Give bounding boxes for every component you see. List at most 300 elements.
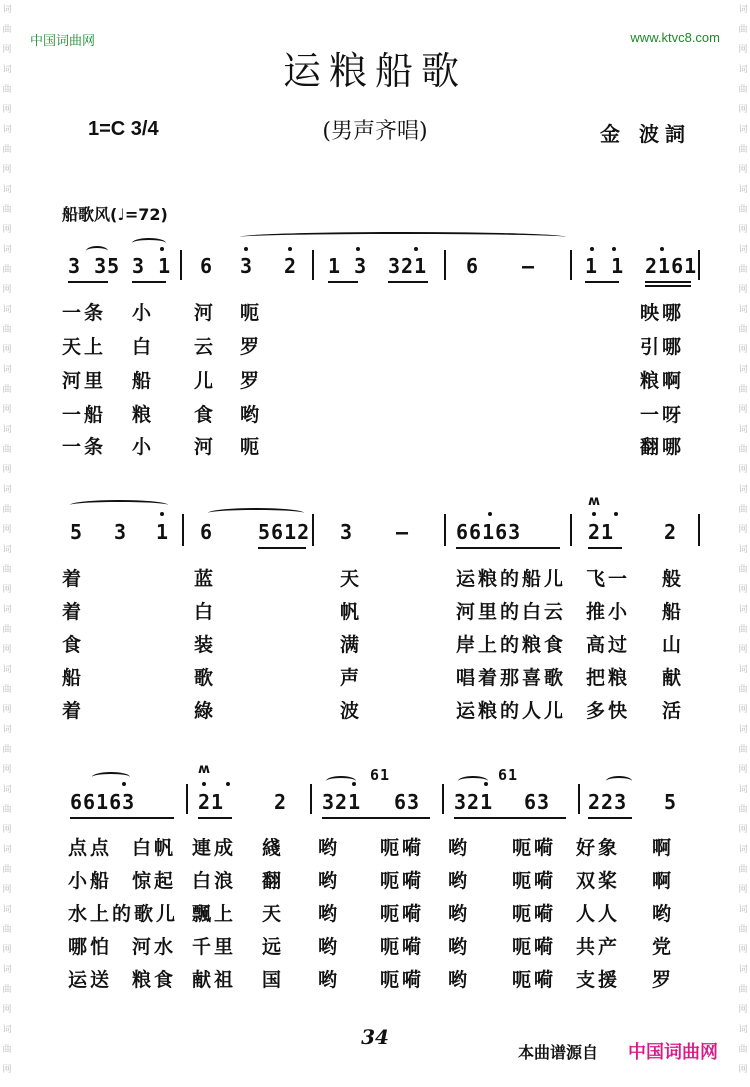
beam-underline — [456, 547, 560, 549]
notation-group: 6 — [466, 254, 480, 278]
notation-group: 223 — [588, 790, 628, 814]
beam-underline — [198, 817, 232, 819]
lyric-syllable: 船 — [62, 667, 85, 689]
watermark-glyph: 词 — [738, 845, 748, 855]
watermark-glyph: 网 — [2, 945, 12, 955]
beam-underline — [645, 281, 691, 283]
watermark-glyph: 词 — [2, 785, 12, 795]
watermark-glyph: 曲 — [2, 85, 12, 95]
watermark-glyph: 曲 — [738, 325, 748, 335]
lyric-syllable: 船 — [132, 370, 155, 392]
watermark-glyph: 曲 — [2, 805, 12, 815]
lyric-line — [62, 564, 684, 591]
notation-group: 3 — [114, 520, 128, 544]
watermark-glyph: 词 — [2, 485, 12, 495]
watermark-glyph: 词 — [2, 665, 12, 675]
watermark-glyph: 词 — [2, 5, 12, 15]
notation-group: 321 — [388, 254, 428, 278]
octave-dot — [356, 247, 360, 251]
watermark-glyph: 曲 — [738, 85, 748, 95]
watermark-glyph: 网 — [738, 105, 748, 115]
octave-dot — [590, 247, 594, 251]
watermark-glyph: 网 — [738, 165, 748, 175]
lyric-syllable: 党 — [652, 936, 675, 958]
watermark-glyph: 网 — [2, 345, 12, 355]
lyric-syllable: 把粮 — [586, 667, 631, 689]
notation-group: 21 — [588, 520, 615, 544]
beam-underline — [258, 547, 306, 549]
octave-dot — [414, 247, 418, 251]
lyric-syllable: 一条 — [62, 436, 107, 458]
watermark-glyph: 词 — [738, 65, 748, 75]
beam-underline — [70, 817, 174, 819]
notation-group: 63 — [394, 790, 421, 814]
octave-dot — [288, 247, 292, 251]
notation-group: 1 — [156, 520, 170, 544]
watermark-glyph: 词 — [738, 185, 748, 195]
watermark-glyph: 网 — [2, 465, 12, 475]
lyric-syllable: 岸上的粮食 — [456, 634, 567, 656]
bar-line — [698, 514, 700, 546]
lyric-syllable: 儿 — [194, 370, 217, 392]
lyric-syllable: 白 — [132, 336, 155, 358]
watermark-glyph: 词 — [738, 905, 748, 915]
notation-group: 2 — [284, 254, 298, 278]
slur — [240, 232, 566, 242]
lyric-syllable: 满 — [340, 634, 363, 656]
watermark-glyph: 网 — [738, 765, 748, 775]
lyric-syllable: 运粮的人儿 — [456, 700, 567, 722]
lyric-syllable: 哟 — [448, 837, 471, 859]
trill-mark-icon: ʍ — [198, 762, 211, 777]
lyric-line — [68, 932, 674, 959]
watermark-glyph: 网 — [738, 705, 748, 715]
notation-group: — — [522, 254, 536, 278]
lyric-syllable: 声 — [340, 667, 363, 689]
lyric-syllable: 呃嗬 — [380, 870, 425, 892]
lyric-line — [62, 597, 684, 624]
lyric-syllable: 河 — [194, 302, 217, 324]
watermark-glyph: 曲 — [2, 265, 12, 275]
lyric-line — [68, 866, 674, 893]
watermark-glyph: 网 — [2, 45, 12, 55]
lyric-syllable: 山 — [662, 634, 685, 656]
lyric-syllable: 支援 — [576, 969, 621, 991]
site-name-watermark: 中国词曲网 — [30, 34, 96, 49]
lyric-syllable: 一条 — [62, 302, 107, 324]
octave-dot — [122, 782, 126, 786]
lyric-syllable: 翻哪 — [640, 436, 685, 458]
watermark-glyph: 曲 — [738, 145, 748, 155]
watermark-glyph: 曲 — [2, 1045, 12, 1055]
watermark-glyph: 网 — [738, 45, 748, 55]
slur — [208, 508, 304, 518]
octave-dot — [484, 782, 488, 786]
trill-mark-icon: ʍ — [588, 494, 601, 509]
lyric-syllable: 呃嗬 — [380, 903, 425, 925]
watermark-glyph: 词 — [2, 725, 12, 735]
bar-line — [310, 784, 312, 814]
notation-group: 321 — [322, 790, 362, 814]
watermark-glyph: 词 — [738, 785, 748, 795]
watermark-glyph: 网 — [2, 765, 12, 775]
lyric-syllable: 一船 — [62, 404, 107, 426]
right-watermark-strip — [736, 0, 750, 1087]
lyric-syllable: 云 — [194, 336, 217, 358]
watermark-glyph: 词 — [738, 1025, 748, 1035]
watermark-glyph: 曲 — [2, 625, 12, 635]
watermark-glyph: 网 — [738, 1065, 748, 1075]
watermark-glyph: 词 — [2, 305, 12, 315]
watermark-glyph: 词 — [2, 245, 12, 255]
watermark-glyph: 曲 — [738, 25, 748, 35]
lyric-syllable: 呃嗬 — [512, 903, 557, 925]
bar-line — [312, 514, 314, 546]
bar-line — [578, 784, 580, 814]
tempo-marking: 船歌风(♩=72) — [62, 205, 168, 224]
watermark-glyph: 曲 — [738, 745, 748, 755]
watermark-glyph: 曲 — [2, 325, 12, 335]
beam-underline — [322, 817, 430, 819]
watermark-glyph: 曲 — [2, 385, 12, 395]
lyric-syllable: 哟 — [448, 969, 471, 991]
watermark-glyph: 网 — [738, 945, 748, 955]
lyric-syllable: 呃 — [240, 436, 263, 458]
notation-group: 5612 — [258, 520, 311, 544]
lyric-syllable: 哟 — [240, 404, 263, 426]
lyric-syllable: 多快 — [586, 700, 631, 722]
source-site-link[interactable]: 中国词曲网 — [628, 1042, 718, 1063]
notation-group: — — [396, 520, 410, 544]
lyric-line — [62, 366, 684, 393]
lyric-syllable: 白 — [194, 601, 217, 623]
watermark-glyph: 词 — [738, 665, 748, 675]
lyric-line — [62, 432, 684, 459]
watermark-glyph: 曲 — [738, 505, 748, 515]
bar-line — [186, 784, 188, 814]
lyric-line — [68, 899, 674, 926]
bar-line — [312, 250, 314, 280]
watermark-glyph: 词 — [738, 305, 748, 315]
lyric-syllable: 小 — [132, 302, 155, 324]
octave-dot — [352, 782, 356, 786]
lyric-syllable: 綠 — [194, 700, 217, 722]
lyric-syllable: 运粮的船儿 — [456, 568, 567, 590]
page-number: 34 — [361, 1025, 389, 1049]
lyric-line — [62, 663, 684, 690]
lyric-syllable: 連成 — [192, 837, 237, 859]
watermark-glyph: 词 — [2, 845, 12, 855]
watermark-glyph: 词 — [738, 5, 748, 15]
watermark-glyph: 词 — [2, 905, 12, 915]
notation-group: 6 — [200, 254, 214, 278]
watermark-glyph: 网 — [2, 645, 12, 655]
left-watermark-strip — [0, 0, 14, 1087]
lyric-syllable: 粮 — [132, 404, 155, 426]
grace-notes: 61 — [370, 766, 391, 784]
watermark-glyph: 网 — [738, 225, 748, 235]
watermark-glyph: 词 — [738, 425, 748, 435]
watermark-glyph: 曲 — [2, 25, 12, 35]
watermark-glyph: 词 — [738, 245, 748, 255]
bar-line — [444, 250, 446, 280]
lyric-line — [68, 833, 674, 860]
watermark-glyph: 词 — [2, 545, 12, 555]
lyric-syllable: 歌 — [194, 667, 217, 689]
lyric-syllable: 水上的歌儿 — [68, 903, 179, 925]
song-title: 运粮船歌 — [282, 49, 467, 93]
lyric-line — [68, 965, 674, 992]
lyric-syllable: 呃嗬 — [380, 969, 425, 991]
lyric-syllable: 惊起 — [132, 870, 177, 892]
lyric-line — [62, 400, 684, 427]
lyric-syllable: 哟 — [318, 870, 341, 892]
lyric-syllable: 翻 — [262, 870, 285, 892]
watermark-glyph: 词 — [2, 605, 12, 615]
lyric-syllable: 呃嗬 — [380, 936, 425, 958]
watermark-glyph: 网 — [2, 405, 12, 415]
bar-line — [442, 784, 444, 814]
watermark-glyph: 曲 — [2, 565, 12, 575]
octave-dot — [614, 512, 618, 516]
lyric-syllable: 共产 — [576, 936, 621, 958]
notation-group: 2161 — [645, 254, 698, 278]
lyric-syllable: 呃 — [240, 302, 263, 324]
watermark-glyph: 曲 — [2, 445, 12, 455]
notation-group: 3 — [240, 254, 254, 278]
lyric-syllable: 唱着那喜歌 — [456, 667, 567, 689]
watermark-glyph: 网 — [2, 105, 12, 115]
octave-dot — [612, 247, 616, 251]
lyric-syllable: 点点 — [68, 837, 113, 859]
lyric-syllable: 呃嗬 — [380, 837, 425, 859]
notation-group: 66163 — [70, 790, 136, 814]
watermark-glyph: 词 — [2, 185, 12, 195]
notation-group: 63 — [524, 790, 551, 814]
lyric-syllable: 飄上 — [192, 903, 237, 925]
lyric-syllable: 好象 — [576, 837, 621, 859]
lyric-syllable: 哟 — [318, 969, 341, 991]
slur — [70, 500, 168, 510]
watermark-glyph: 网 — [738, 345, 748, 355]
lyric-syllable: 哟 — [652, 903, 675, 925]
lyric-syllable: 呃嗬 — [512, 837, 557, 859]
lyric-syllable: 罗 — [240, 370, 263, 392]
lyric-syllable: 天上 — [62, 336, 107, 358]
watermark-glyph: 网 — [2, 165, 12, 175]
lyric-syllable: 双桨 — [576, 870, 621, 892]
lyric-syllable: 哟 — [318, 936, 341, 958]
watermark-glyph: 曲 — [2, 145, 12, 155]
lyric-syllable: 哟 — [448, 936, 471, 958]
watermark-glyph: 词 — [738, 545, 748, 555]
lyric-syllable: 罗 — [652, 969, 675, 991]
watermark-glyph: 网 — [738, 285, 748, 295]
watermark-glyph: 曲 — [738, 265, 748, 275]
lyric-syllable: 粮食 — [132, 969, 177, 991]
lyric-syllable: 引哪 — [640, 336, 685, 358]
lyric-syllable: 食 — [194, 404, 217, 426]
lyric-syllable: 献祖 — [192, 969, 237, 991]
lyric-syllable: 哪怕 — [68, 936, 113, 958]
watermark-glyph: 曲 — [738, 865, 748, 875]
watermark-glyph: 曲 — [738, 565, 748, 575]
watermark-glyph: 词 — [2, 965, 12, 975]
lyric-syllable: 飞一 — [586, 568, 631, 590]
watermark-glyph: 网 — [738, 1005, 748, 1015]
watermark-glyph: 词 — [2, 125, 12, 135]
notation-group: 66163 — [456, 520, 522, 544]
notation-group: 1 1 — [585, 254, 625, 278]
watermark-glyph: 曲 — [2, 205, 12, 215]
watermark-glyph: 网 — [738, 825, 748, 835]
notation-group: 5 — [664, 790, 678, 814]
notation-group: 2 — [274, 790, 288, 814]
beam-underline — [645, 285, 691, 287]
bar-line — [444, 514, 446, 546]
lyricist-credit: 金 波詞 — [600, 122, 691, 146]
octave-dot — [660, 247, 664, 251]
lyric-syllable: 河 — [194, 436, 217, 458]
watermark-glyph: 曲 — [738, 925, 748, 935]
watermark-glyph: 曲 — [738, 1045, 748, 1055]
lyric-syllable: 般 — [662, 568, 685, 590]
notation-group: 21 — [198, 790, 225, 814]
watermark-glyph: 曲 — [738, 385, 748, 395]
watermark-glyph: 曲 — [738, 445, 748, 455]
beam-underline — [68, 281, 108, 283]
watermark-glyph: 曲 — [738, 205, 748, 215]
key-signature: 1=C 3/4 — [88, 118, 159, 140]
watermark-glyph: 词 — [738, 125, 748, 135]
watermark-glyph: 词 — [738, 605, 748, 615]
beam-underline — [454, 817, 566, 819]
lyric-syllable: 着 — [62, 568, 85, 590]
bar-line — [570, 250, 572, 280]
watermark-glyph: 词 — [2, 365, 12, 375]
octave-dot — [160, 247, 164, 251]
lyric-syllable: 呃嗬 — [512, 870, 557, 892]
site-url-watermark: www.ktvc8.com — [630, 30, 720, 45]
beam-underline — [588, 547, 622, 549]
lyric-syllable: 啊 — [652, 870, 675, 892]
bar-line — [182, 514, 184, 546]
watermark-glyph: 网 — [2, 705, 12, 715]
lyric-syllable: 装 — [194, 634, 217, 656]
watermark-glyph: 网 — [2, 285, 12, 295]
watermark-glyph: 网 — [2, 1065, 12, 1075]
lyric-line — [62, 696, 684, 723]
lyric-syllable: 映哪 — [640, 302, 685, 324]
lyric-syllable: 推小 — [586, 601, 631, 623]
bar-line — [570, 514, 572, 546]
watermark-glyph: 曲 — [738, 985, 748, 995]
beam-underline — [132, 281, 166, 283]
watermark-glyph: 曲 — [2, 685, 12, 695]
lyric-syllable: 綫 — [262, 837, 285, 859]
watermark-glyph: 网 — [738, 645, 748, 655]
lyric-syllable: 呃嗬 — [512, 969, 557, 991]
notation-group: 3 35 — [68, 254, 121, 278]
lyric-syllable: 哟 — [448, 903, 471, 925]
watermark-glyph: 词 — [2, 1025, 12, 1035]
watermark-glyph: 词 — [2, 425, 12, 435]
watermark-glyph: 词 — [738, 485, 748, 495]
notation-group: 5 — [70, 520, 84, 544]
watermark-glyph: 曲 — [2, 925, 12, 935]
lyric-syllable: 波 — [340, 700, 363, 722]
lyric-syllable: 远 — [262, 936, 285, 958]
lyric-syllable: 呃嗬 — [512, 936, 557, 958]
slur — [86, 246, 108, 256]
slur — [92, 772, 130, 782]
lyric-syllable: 千里 — [192, 936, 237, 958]
notation-group: 3 1 — [132, 254, 172, 278]
lyric-syllable: 罗 — [240, 336, 263, 358]
lyric-syllable: 天 — [262, 903, 285, 925]
lyric-syllable: 一呀 — [640, 404, 685, 426]
watermark-glyph: 词 — [2, 65, 12, 75]
lyric-syllable: 小船 — [68, 870, 113, 892]
watermark-glyph: 曲 — [2, 745, 12, 755]
lyric-syllable: 活 — [662, 700, 685, 722]
lyric-syllable: 啊 — [652, 837, 675, 859]
watermark-glyph: 网 — [2, 885, 12, 895]
lyric-syllable: 运送 — [68, 969, 113, 991]
octave-dot — [160, 512, 164, 516]
watermark-glyph: 词 — [738, 365, 748, 375]
grace-notes: 61 — [498, 766, 519, 784]
watermark-glyph: 曲 — [2, 505, 12, 515]
lyric-syllable: 哟 — [318, 903, 341, 925]
watermark-glyph: 曲 — [738, 685, 748, 695]
watermark-glyph: 词 — [738, 965, 748, 975]
notation-group: 321 — [454, 790, 494, 814]
beam-underline — [328, 281, 358, 283]
watermark-glyph: 网 — [2, 825, 12, 835]
watermark-glyph: 词 — [738, 725, 748, 735]
watermark-glyph: 网 — [2, 1005, 12, 1015]
beam-underline — [388, 281, 428, 283]
slur — [606, 776, 632, 786]
watermark-glyph: 网 — [738, 525, 748, 535]
octave-dot — [202, 782, 206, 786]
lyric-syllable: 天 — [340, 568, 363, 590]
beam-underline — [588, 817, 632, 819]
octave-dot — [488, 512, 492, 516]
notation-group: 3 — [340, 520, 354, 544]
octave-dot — [592, 512, 596, 516]
lyric-syllable: 着 — [62, 700, 85, 722]
notation-group: 2 — [664, 520, 678, 544]
watermark-glyph: 曲 — [2, 985, 12, 995]
watermark-glyph: 网 — [738, 465, 748, 475]
watermark-glyph: 网 — [738, 405, 748, 415]
bar-line — [698, 250, 700, 280]
watermark-glyph: 网 — [738, 585, 748, 595]
lyric-syllable: 帆 — [340, 601, 363, 623]
lyric-line — [62, 298, 684, 325]
watermark-glyph: 曲 — [2, 865, 12, 875]
lyric-line — [62, 630, 684, 657]
bar-line — [180, 250, 182, 280]
octave-dot — [226, 782, 230, 786]
lyric-syllable: 河里的白云 — [456, 601, 567, 623]
lyric-syllable: 献 — [662, 667, 685, 689]
watermark-glyph: 网 — [2, 525, 12, 535]
lyric-syllable: 哟 — [318, 837, 341, 859]
song-subtitle: (男声齐唱) — [322, 119, 428, 144]
